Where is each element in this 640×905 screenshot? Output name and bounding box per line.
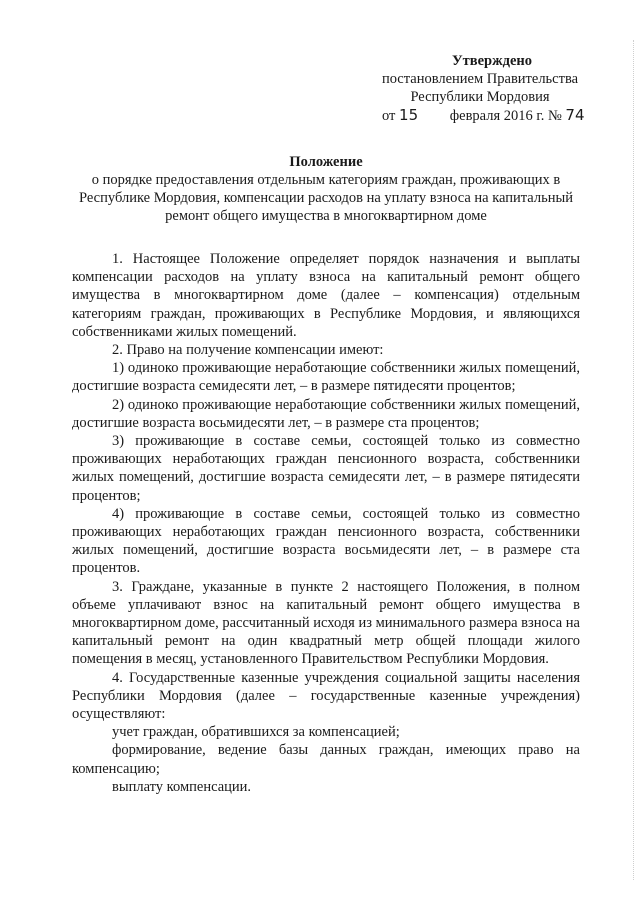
approval-stamp: [360, 52, 600, 125]
document-body: [72, 250, 580, 796]
document-title: [68, 153, 584, 225]
paragraph: выплату компенсации.: [112, 778, 252, 795]
paragraph: 3) проживающие в составе семьи, состоящей только из совместно проживающих неработающих граждан пенсионного возраста, собственники жилых помещений, достигшие возраста семидесяти лет, – в размере пятидесяти процентов;: [72, 433, 580, 504]
approval-line-2: Республики Мордовия: [410, 89, 550, 105]
paragraph: формирование, ведение базы данных граждан, имеющих право на компенсацию;: [72, 742, 580, 777]
paragraph: 4) проживающие в составе семьи, состоящей только из совместно проживающих неработающих граждан пенсионного возраста, собственники жилых помещений, достигшие возраста восьмидесяти лет, – в размере ста процентов.: [72, 505, 580, 577]
title-heading: Положение: [289, 154, 363, 170]
paragraph: 2) одиноко проживающие неработающие собственники жилых помещений, достигшие возраста восьмидесяти лет, – в размере ста процентов;: [72, 396, 580, 431]
handwritten-day: 15: [399, 106, 419, 124]
paragraph: 4. Государственные казенные учреждения социальной защиты населения Республики Мордовия (далее – государственные казенные учреждения) осуществляют:: [72, 669, 580, 723]
paragraph: 3. Граждане, указанные в пункте 2 настоящего Положения, в полном объеме уплачивают взнос на капитальный ремонт общего имущества в многоквартирном доме, рассчитанный исходя из минимального размера взноса на капитальный ремонт на один квадратный метр общей площади жилого помещения в месяц, установленного Правительством Республики Мордовия.: [72, 578, 580, 668]
paragraph: учет граждан, обратившихся за компенсацией;: [112, 724, 400, 741]
paragraph: 1) одиноко проживающие неработающие собственники жилых помещений, достигшие возраста семидесяти лет, – в размере пятидесяти процентов;: [72, 360, 580, 395]
date-month-year: февраля 2016 г. №: [449, 108, 562, 124]
handwritten-number: 74: [565, 106, 585, 124]
paragraph: 2. Право на получение компенсации имеют:: [112, 342, 384, 359]
approval-date-line: [360, 106, 600, 125]
approval-line-1: постановлением Правительства: [381, 71, 579, 87]
approved-label: Утверждено: [452, 53, 532, 69]
date-prefix: от: [382, 108, 396, 124]
title-subtitle: о порядке предоставления отдельным категориям граждан, проживающих в Республике Мордовия, компенсации расходов на уплату взноса на капитальный ремонт общего имущества в многоквартирном доме: [79, 172, 573, 224]
paragraph: 1. Настоящее Положение определяет порядок назначения и выплаты компенсации расходов на уплату взноса на капитальный ремонт общего имущества в многоквартирном доме (далее – компенсация) отдельным категориям граждан, проживающих в Республике Мордовия, и являющихся собственниками жилых помещений.: [72, 251, 580, 340]
scan-margin-mark: [629, 40, 634, 880]
